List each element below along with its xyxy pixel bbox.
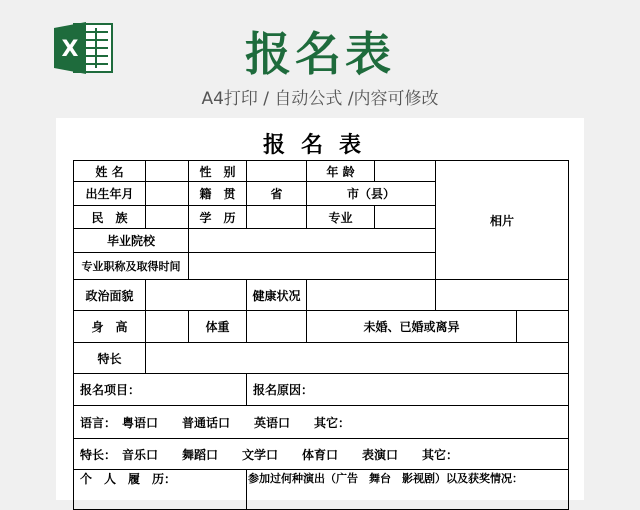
education-cell[interactable] (247, 206, 307, 229)
weight-cell[interactable] (247, 311, 307, 343)
excel-logo-letter: X (61, 37, 79, 62)
project-label[interactable]: 报名项目： (74, 374, 247, 406)
gender-cell[interactable] (247, 161, 307, 182)
politics-cell[interactable] (146, 280, 247, 311)
language-row[interactable]: 语言： 粤语口 普通话口 英语口 其它： (74, 406, 569, 439)
name-label: 姓 名 (74, 161, 146, 182)
banner-title: 报名表 (245, 27, 395, 81)
ethnic-label: 民 族 (74, 206, 146, 229)
talent-row[interactable]: 特长： 音乐口 舞蹈口 文学口 体育口 表演口 其它： (74, 439, 569, 470)
school-cell[interactable] (189, 229, 436, 253)
table-row (74, 406, 569, 439)
city-label: 市（县） (307, 182, 436, 206)
name-cell[interactable] (146, 161, 189, 182)
banner-subtitle: A4打印 / 自动公式 /内容可修改 (201, 89, 439, 109)
registration-table (73, 160, 569, 510)
health-cell[interactable] (307, 280, 436, 311)
resume-label[interactable]: 个 人 履 历： (74, 470, 247, 510)
marital-label: 未婚、已婚或离异 (307, 311, 517, 343)
school-label: 毕业院校 (74, 229, 189, 253)
form-title: 报名表 (262, 132, 377, 158)
table-row (74, 280, 569, 311)
health-extra-cell[interactable] (436, 280, 569, 311)
health-label: 健康状况 (247, 280, 307, 311)
table-row (74, 161, 569, 182)
native-label: 籍 贯 (189, 182, 247, 206)
education-label: 学 历 (189, 206, 247, 229)
table-row (74, 470, 569, 510)
table-row (74, 311, 569, 343)
birth-cell[interactable] (146, 182, 189, 206)
marital-cell[interactable] (517, 311, 569, 343)
table-row (74, 374, 569, 406)
title-time-label: 专业职称及取得时间 (74, 253, 189, 280)
province-label: 省 (247, 182, 307, 206)
major-label: 专业 (307, 206, 375, 229)
birth-label: 出生年月 (74, 182, 146, 206)
title-time-cell[interactable] (189, 253, 436, 280)
reason-label[interactable]: 报名原因： (247, 374, 569, 406)
major-cell[interactable] (375, 206, 436, 229)
height-cell[interactable] (146, 311, 189, 343)
age-label: 年 龄 (307, 161, 375, 182)
table-row (74, 439, 569, 470)
gender-label: 性 别 (189, 161, 247, 182)
table-row (74, 343, 569, 374)
form-sheet (56, 118, 584, 500)
specialty-label: 特长 (74, 343, 146, 374)
weight-label: 体重 (189, 311, 247, 343)
ethnic-cell[interactable] (146, 206, 189, 229)
photo-cell[interactable]: 相片 (436, 161, 569, 280)
height-label: 身 高 (74, 311, 146, 343)
age-cell[interactable] (375, 161, 436, 182)
specialty-cell[interactable] (146, 343, 569, 374)
experience-label[interactable]: 参加过何种演出（广告 舞台 影视剧）以及获奖情况： (247, 470, 569, 510)
politics-label: 政治面貌 (74, 280, 146, 311)
